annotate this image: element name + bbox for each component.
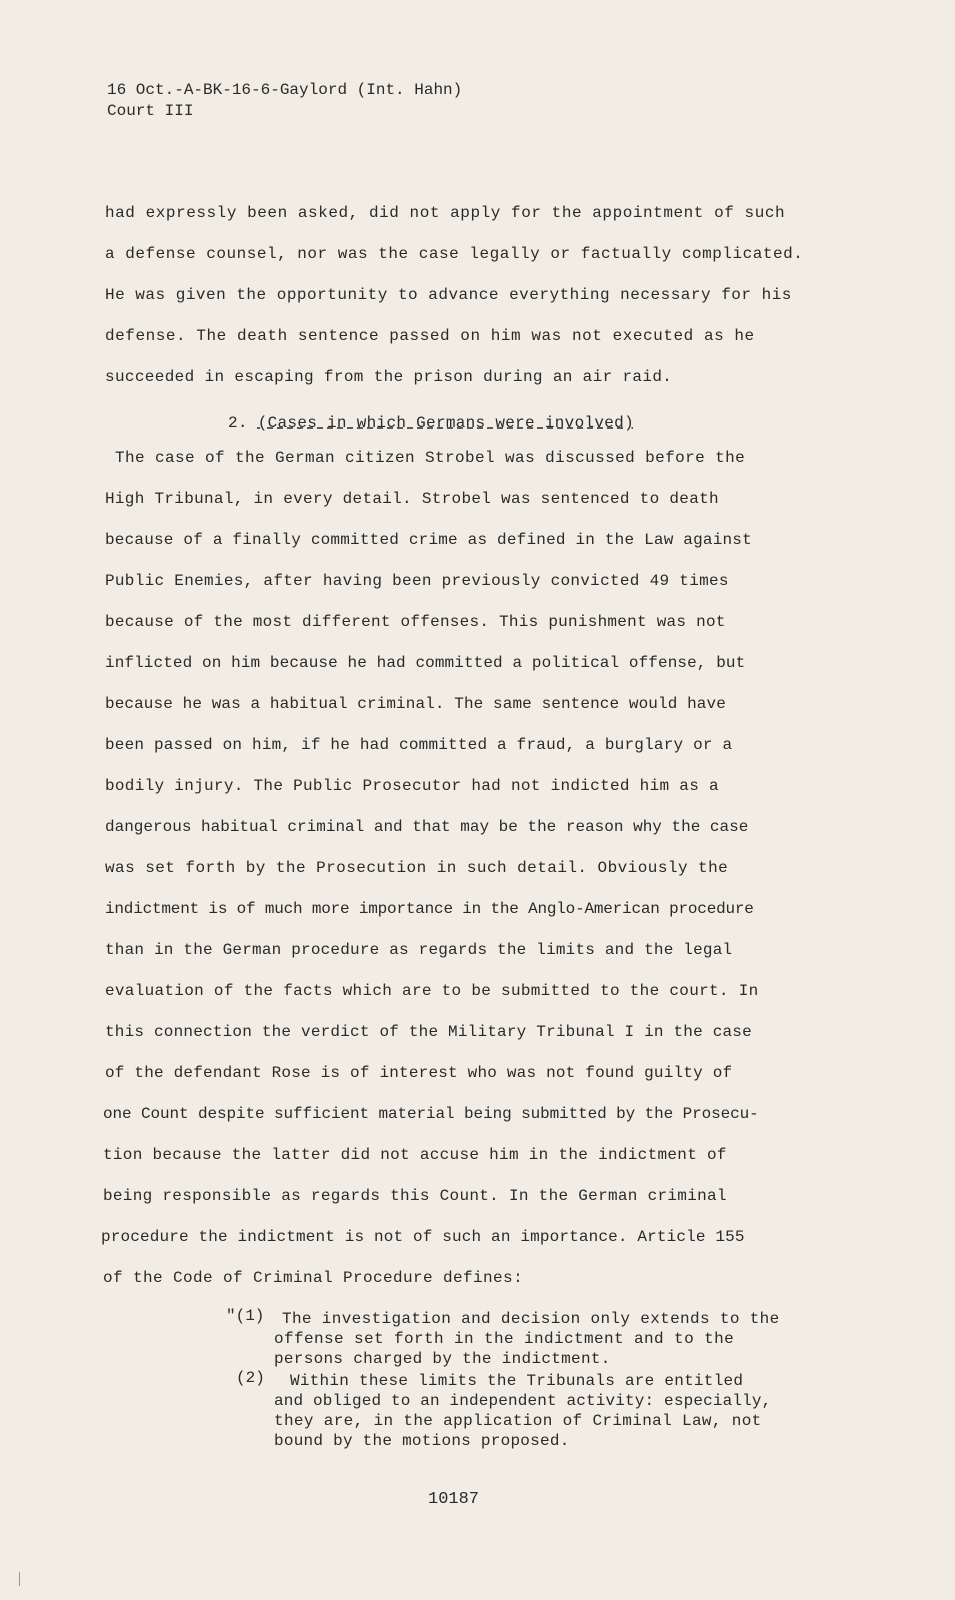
body-line: had expressly been asked, did not apply for the appointment of such [105,204,786,222]
document-header [107,80,462,122]
body-line: indictment is of much more importance in the Anglo-American procedure [105,900,754,918]
body-line: He was given the opportunity to advance everything necessary for his [105,286,792,304]
page-number: 10187 [428,1490,480,1509]
margin-mark [19,1572,20,1586]
body-line: inflicted on him because he had committed a political offense, but [105,654,746,672]
section-title: (Cases in which Germans were involved) [257,414,634,432]
body-line: of the defendant Rose is of interest who was not found guilty of [105,1064,733,1082]
body-line: been passed on him, if he had committed a fraud, a burglary or a [105,736,733,754]
body-line: of the Code of Criminal Procedure defines: [103,1269,524,1287]
body-line: because of the most different offenses. This punishment was not [105,613,726,631]
quote-line: Within these limits the Tribunals are entitled [290,1372,744,1390]
quote-line: The investigation and decision only extends to the [282,1310,780,1328]
quote-line: they are, in the application of Criminal Law, not [274,1412,762,1430]
body-line: dangerous habitual criminal and that may be the reason why the case [105,818,749,836]
body-line: this connection the verdict of the Military Tribunal I in the case [105,1023,752,1041]
quote-line: and obliged to an independent activity: especially, [274,1392,772,1410]
section-heading [228,414,634,432]
quote-line: persons charged by the indictment. [274,1350,611,1368]
body-line: The case of the German citizen Strobel was discussed before the [115,449,746,467]
body-line: procedure the indictment is not of such an importance. Article 155 [101,1228,745,1246]
body-line: one Count despite sufficient material being submitted by the Prosecu- [103,1105,759,1123]
quote-line: bound by the motions proposed. [274,1432,570,1450]
quote-item-number: (2) [236,1369,265,1387]
body-line: because he was a habitual criminal. The same sentence would have [105,695,726,713]
body-line: defense. The death sentence passed on him was not executed as he [105,327,755,345]
body-line: being responsible as regards this Count. In the German criminal [103,1187,727,1205]
body-line: evaluation of the facts which are to be submitted to the court. In [105,982,759,1000]
body-line: was set forth by the Prosecution in such detail. Obviously the [105,859,729,877]
body-line: Public Enemies, after having been previously convicted 49 times [105,572,729,590]
body-line: tion because the latter did not accuse him in the indictment of [103,1146,727,1164]
body-line: bodily injury. The Public Prosecutor had not indicted him as a [105,777,719,795]
body-line: than in the German procedure as regards the limits and the legal [105,941,733,959]
quote-item-number: "(1) [226,1307,265,1325]
body-line: High Tribunal, in every detail. Strobel was sentenced to death [105,490,719,508]
body-line: succeeded in escaping from the prison during an air raid. [105,368,673,386]
body-line: a defense counsel, nor was the case legally or factually complicated. [105,245,804,263]
header-court: Court III [107,102,194,120]
header-reference: 16 Oct.-A-BK-16-6-Gaylord (Int. Hahn) [107,81,463,99]
body-line: because of a finally committed crime as defined in the Law against [105,531,752,549]
quote-line: offense set forth in the indictment and to the [274,1330,735,1348]
section-number: 2. [228,414,248,432]
